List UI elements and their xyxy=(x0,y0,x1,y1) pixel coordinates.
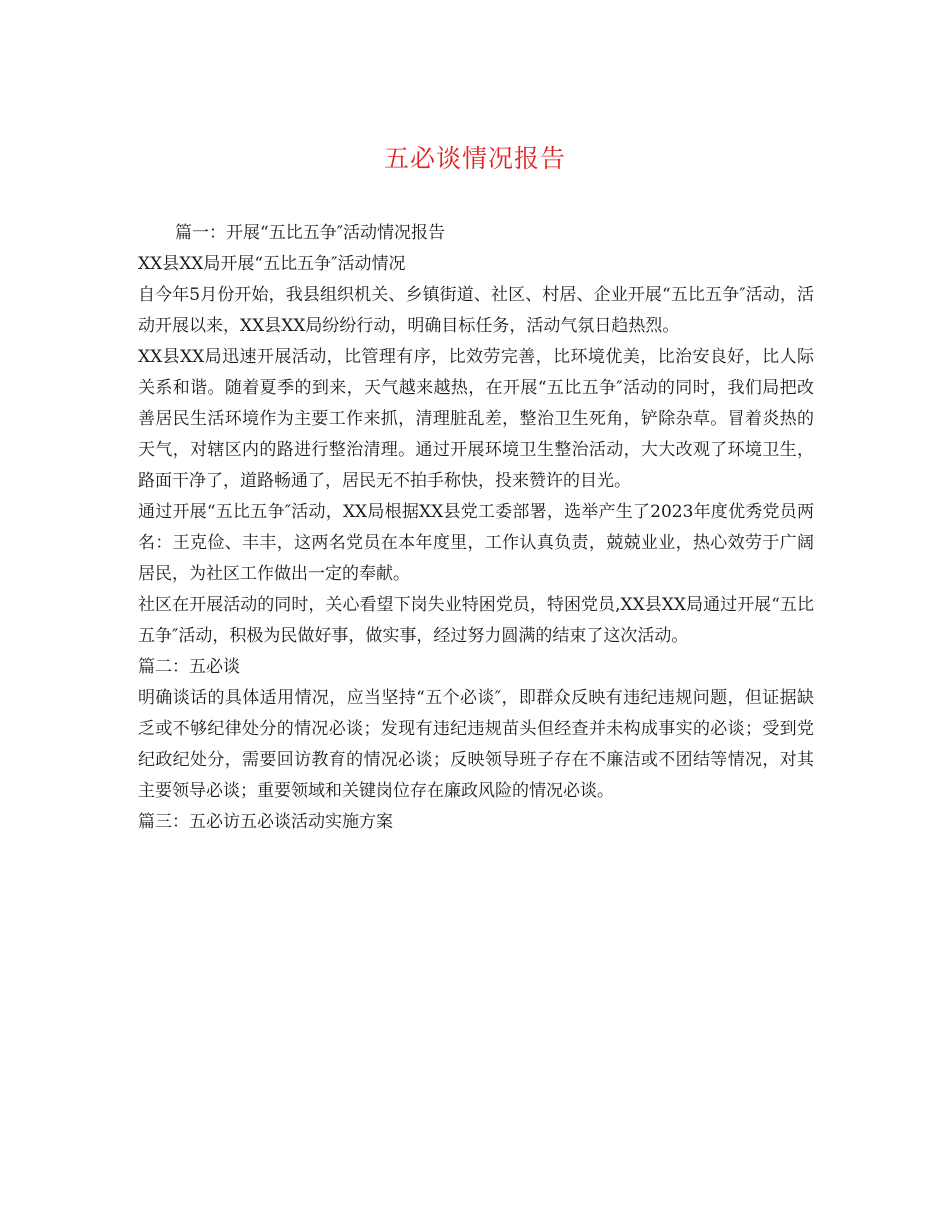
body-paragraph-4: 社区在开展活动的同时，关心看望下岗失业特困党员，特困党员,XX县XX局通过开展“五比五争″活动，积极为民做好事，做实事，经过努力圆满的结束了这次活动。 xyxy=(138,595,814,646)
document-title: 五必谈情况报告 xyxy=(383,144,566,173)
body-paragraph-2: XX县XX局迅速开展活动，比管理有序，比效劳完善，比环境优美，比治安良好，比人际关系和谐。随着夏季的到来，天气越来越热，在开展“五比五争″活动的同时，我们局把改善居民生活环境作为主要工作来抓，清理脏乱差，整治卫生死角，铲除杂草。冒着炎热的天气，对辖区内的路进行整治清理。通过开展环境卫生整治活动，大大改观了环境卫生，路面干净了，道路畅通了，居民无不拍手称快，投来赞许的目光。 xyxy=(138,347,814,491)
body-paragraph-1: 自今年5月份开始，我县组织机关、乡镇街道、社区、村居、企业开展“五比五争″活动，活动开展以来，XX县XX局纷纷行动，明确目标任务，活动气氛日趋热烈。 xyxy=(138,285,814,336)
body-paragraph-5: 明确谈话的具体适用情况，应当坚持“五个必谈″，即群众反映有违纪违规问题，但证据缺乏或不够纪律处分的情况必谈；发现有违纪违规苗头但经查并未构成事实的必谈；受到党纪政纪处分，需要回访教育的情况必谈；反映领导班子存在不廉洁或不团结等情况，对其主要领导必谈；重要领域和关键岗位存在廉政风险的情况必谈。 xyxy=(138,688,814,801)
section-heading-1: 篇一：开展“五比五争″活动情况报告 xyxy=(175,223,446,243)
subheading: XX县XX局开展“五比五争″活动情况 xyxy=(138,254,406,274)
document-body xyxy=(138,218,814,838)
section-heading-2: 篇二：五必谈 xyxy=(138,657,240,677)
body-paragraph-3: 通过开展“五比五争″活动，XX局根据XX县党工委部署，选举产生了2023年度优秀党员两名：王克俭、丰丰，这两名党员在本年度里，工作认真负责，兢兢业业，热心效劳于广阔居民，为社区工作做出一定的奉献。 xyxy=(138,502,814,584)
section-heading-3: 篇三：五必访五必谈活动实施方案 xyxy=(138,812,393,832)
